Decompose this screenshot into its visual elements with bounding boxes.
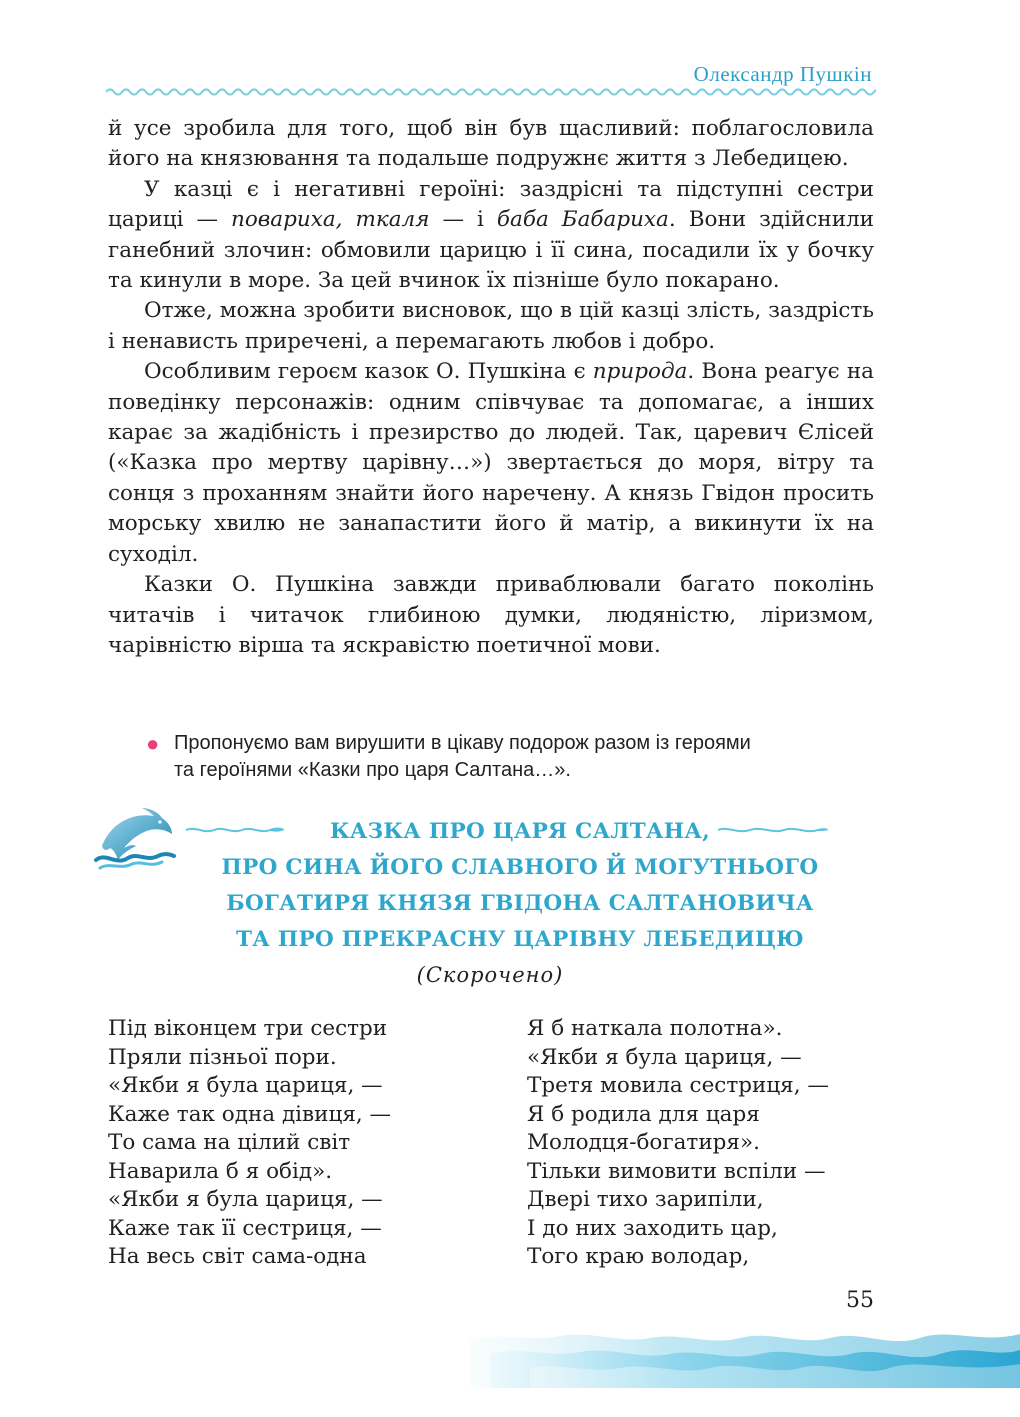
italic-term: баба Бабариха bbox=[496, 207, 669, 233]
poem-line: Наварила б я обід». bbox=[108, 1158, 333, 1184]
poem-line: На весь світ сама-одна bbox=[108, 1244, 367, 1269]
poem-line: Молодця-богатиря». bbox=[527, 1130, 760, 1155]
poem-title-line: КАЗКА ПРО ЦАРЯ САЛТАНА, bbox=[329, 819, 711, 844]
bullet-dot-icon: ● bbox=[146, 731, 160, 756]
poem-title-line: ТА ПРО ПРЕКРАСНУ ЦАРІВНУ ЛЕБЕДИЦЮ bbox=[236, 927, 804, 952]
poem-line: І до них заходить цар, bbox=[527, 1215, 778, 1241]
text-run: . Вона реагує на поведінку персонажів: одним співчуває та допомагає, а інших карає за жадібність і презирство до людей. Так, царевич Єлісей («Казка про мертву царівну…») звертається до моря, вітру та сонця з проханням знайти його наречену. А князь Гвідон просить морську хвилю не занапастити його й матір, а викинути їх на суходіл. bbox=[108, 359, 874, 567]
poem-title bbox=[150, 814, 890, 958]
text-run: й усе зробила для того, щоб він був щасливий: поблагословила його на князювання та подальше подружнє життя з Лебедицею. bbox=[108, 116, 874, 172]
poem-line: Третя мовила сестриця, — bbox=[527, 1073, 829, 1098]
poem-column-right bbox=[527, 1015, 829, 1272]
paragraph bbox=[108, 296, 874, 357]
text-run: Казки О. Пушкіна завжди приваблювали багато поколінь читачів і читачок глибиною думки, людяністю, ліризмом, чарівністю вірша та яскравістю поетичної мови. bbox=[108, 572, 874, 658]
paragraph bbox=[108, 175, 874, 297]
running-head: Олександр Пушкін bbox=[693, 62, 872, 86]
text-run: . Вони здійснили ганебний злочин: обмовили царицю і її сина, посадили їх у бочку та кинули в море. За цей вчинок їх пізніше було покарано. bbox=[108, 207, 875, 294]
text-run: Особливим героєм казок О. Пушкіна є bbox=[144, 359, 593, 385]
page-number: 55 bbox=[846, 1288, 874, 1313]
poem-line: То сама на цілий світ bbox=[108, 1130, 351, 1155]
poem-line: Каже так її сестриця, — bbox=[108, 1215, 382, 1241]
poem-line: «Якби я була цариця, — bbox=[108, 1187, 383, 1212]
paragraph bbox=[108, 114, 874, 175]
poem-line: Двері тихо зарипіли, bbox=[527, 1187, 764, 1212]
poem-line: Пряли пізньої пори. bbox=[108, 1044, 337, 1070]
poem-line: «Якби я була цариця, — bbox=[527, 1044, 802, 1070]
text-run: У казці є і негативні героїні: заздрісні та підступні сестри цариці — bbox=[108, 176, 874, 233]
poem-line: Тільки вимовити вспіли — bbox=[527, 1158, 826, 1184]
paragraph bbox=[108, 357, 874, 570]
poem-line: Того краю володар, bbox=[527, 1244, 750, 1269]
text-run: — і bbox=[429, 207, 497, 233]
poem-line: «Якби я була цариця, — bbox=[108, 1073, 383, 1098]
italic-term: повариха, ткаля bbox=[230, 207, 430, 233]
top-wave-ornament bbox=[106, 86, 876, 98]
poem-line: Я б наткала полотна». bbox=[527, 1016, 783, 1041]
poem-title-line: ПРО СИНА ЙОГО СЛАВНОГО Й МОГУТНЬОГО bbox=[221, 855, 819, 880]
bottom-wave-ornament bbox=[470, 1318, 1020, 1388]
poem-line: Каже так одна дівиця, — bbox=[108, 1101, 392, 1127]
bullet-text: Пропонуємо вам вирушити в цікаву подорож разом із героями та героїнями «Казки про царя Салтана…». bbox=[174, 732, 751, 781]
poem-line: Я б родила для царя bbox=[527, 1101, 760, 1127]
italic-term: природа bbox=[592, 359, 688, 385]
paragraph bbox=[108, 570, 874, 661]
text-run: Отже, можна зробити висновок, що в цій казці злість, заздрість і ненависть приречені, а перемагають любов і добро. bbox=[108, 298, 874, 354]
poem-line: Під віконцем три сестри bbox=[108, 1016, 388, 1041]
abridged-note: (Скорочено) bbox=[416, 963, 564, 987]
poem-title-line: БОГАТИРЯ КНЯЗЯ ГВІДОНА САЛТАНОВИЧА bbox=[226, 891, 814, 916]
poem-column-left bbox=[108, 1015, 391, 1272]
article-text bbox=[108, 114, 874, 661]
